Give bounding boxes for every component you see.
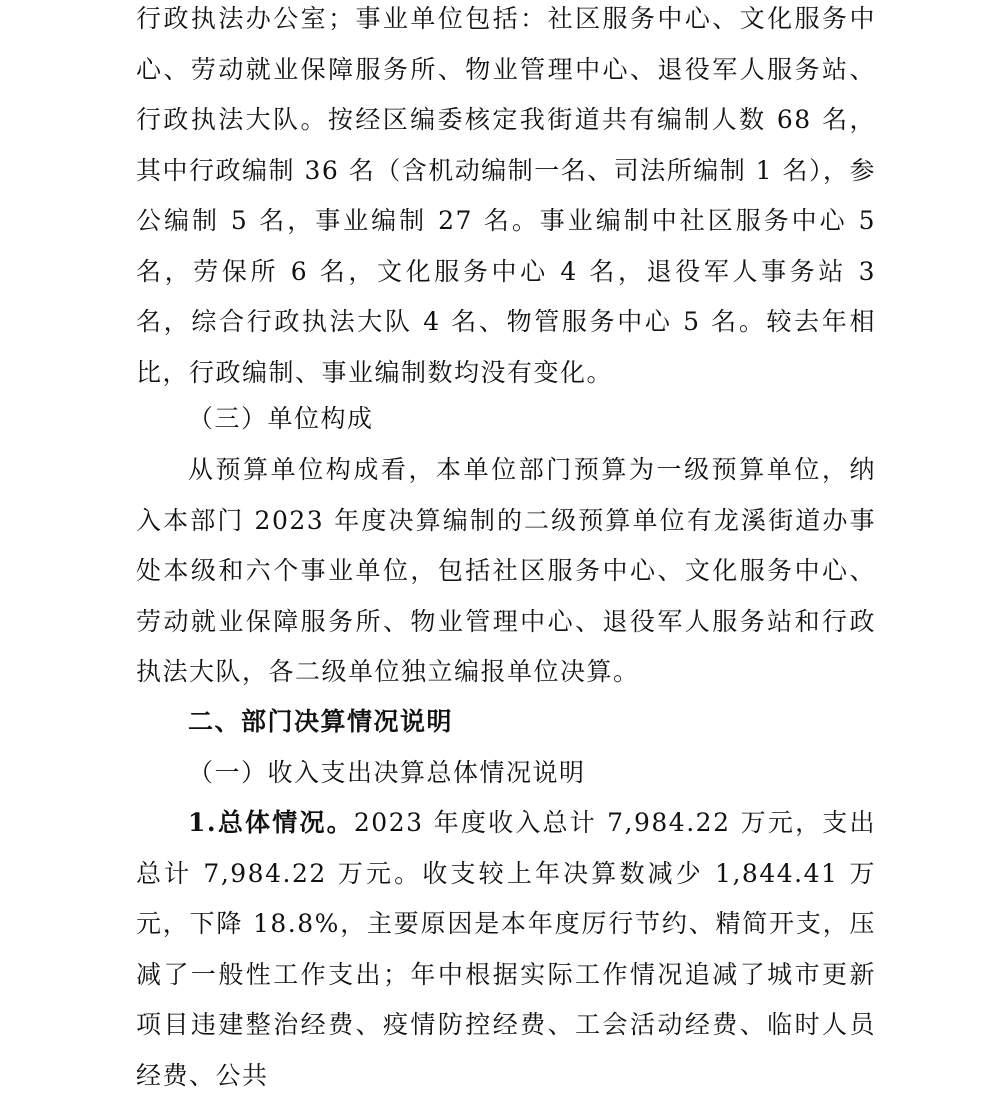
paragraph-overall-situation bbox=[136, 798, 876, 1101]
overall-situation-body: 2023 年度收入总计 7,984.22 万元，支出总计 7,984.22 万元。收支较上年决算数减少 1,844.41 万元，下降 18.8%，主要原因是本年度厉行节约、精简开支，压减了一般性工作支出；年中根据实际工作情况追减了城市更新项目违建整治经费、疫情防控经费、工会活动经费、临时人员经费、公共 bbox=[136, 808, 876, 1090]
section-heading-income-expenditure: （一）收入支出决算总体情况说明 bbox=[188, 758, 586, 787]
section-heading-final-accounts: 二、部门决算情况说明 bbox=[188, 707, 454, 736]
paragraph-staffing: 行政执法办公室；事业单位包括：社区服务中心、文化服务中心、劳动就业保障服务所、物业管理中心、退役军人服务站、行政执法大队。按经区编委核定我街道共有编制人数 68 名，其中行政编制 36 名（含机动编制一名、司法所编制 1 名），参公编制 5 名，事业编制 27 名。事业编制中社区服务中心 5 名，劳保所 6 名，文化服务中心 4 名，退役军人事务站 3 名，综合行政执法大队 4 名、物管服务中心 5 名。较去年相比，行政编制、事业编制数均没有变化。 bbox=[136, 4, 877, 387]
overall-situation-lead: 1.总体情况。 bbox=[188, 808, 354, 837]
paragraph-unit-composition: 从预算单位构成看，本单位部门预算为一级预算单位，纳入本部门 2023 年度决算编制的二级预算单位有龙溪街道办事处本级和六个事业单位，包括社区服务中心、文化服务中心、劳动就业保障服务所、物业管理中心、退役军人服务站和行政执法大队，各二级单位独立编报单位决算。 bbox=[136, 455, 876, 686]
section-heading-unit-composition: （三）单位构成 bbox=[188, 404, 374, 433]
